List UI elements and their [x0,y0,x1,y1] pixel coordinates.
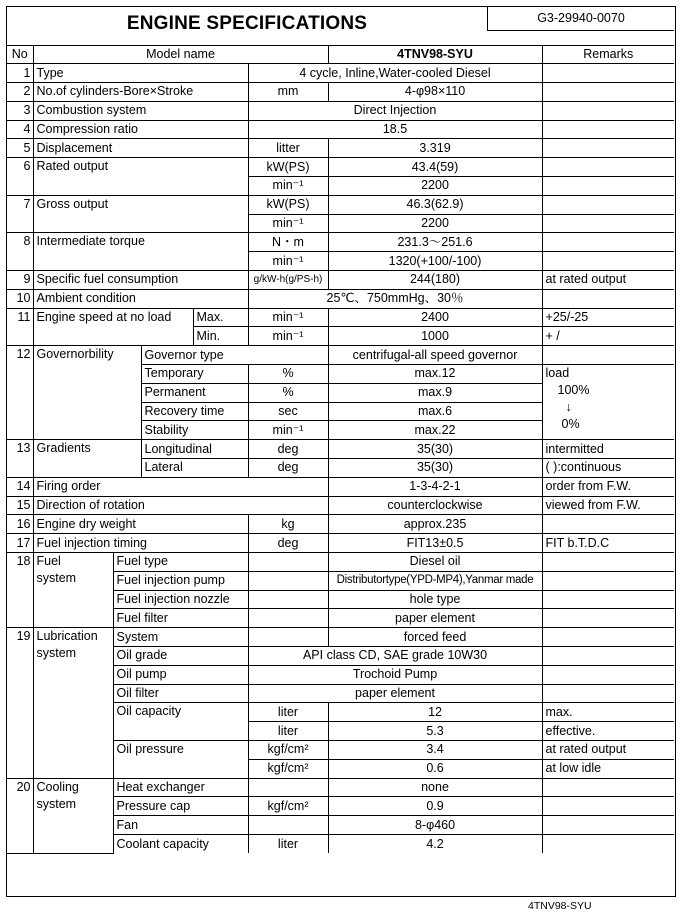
table-row: Oil pump Trochoid Pump [7,665,674,684]
table-row: kgf/cm² 0.6 at low idle [7,759,674,778]
table-row: 1 Type 4 cycle, Inline,Water-cooled Diesel [7,64,674,83]
table-row: 6 Rated output kW(PS) 43.4(59) [7,158,674,177]
table-row: min⁻¹ 1320(+100/-100) [7,252,674,271]
table-row: 16 Engine dry weight kg approx.235 [7,515,674,534]
table-row: 3 Combustion system Direct Injection [7,101,674,120]
table-row: 12 Governorbility Governor type centrifugal-all speed governor [7,346,674,365]
table-row: min⁻¹ 2200 [7,214,674,233]
table-row: 5 Displacement litter 3.319 [7,139,674,158]
title-bar [7,7,674,46]
spec-sheet [6,6,676,897]
header-model-value: 4TNV98-SYU [328,45,542,64]
table-row: 10 Ambient condition 25℃、750mmHg、30％ [7,289,674,308]
table-row: Permanent % max.9 [7,383,674,402]
table-row: Fan 8-φ460 [7,816,674,835]
table-row: 11 Engine speed at no load Max. min⁻¹ 2400 +25/-25 [7,308,674,327]
table-row: 15 Direction of rotation counterclockwise viewed from F.W. [7,496,674,515]
table-row: 4 Compression ratio 18.5 [7,120,674,139]
table-row: 18 Fuel system Fuel type Diesel oil [7,553,674,572]
header-remarks: Remarks [542,45,674,64]
table-row: Stability min⁻¹ max.22 [7,421,674,440]
table-header-row [7,45,674,64]
table-row: 9 Specific fuel consumption g/kW-h(g/PS-h) 244(180) at rated output [7,271,674,290]
header-model-name: Model name [33,45,328,64]
arrow-down-icon: ↓ [565,400,572,415]
table-row: Fuel injection nozzle hole type [7,590,674,609]
table-row: Oil capacity liter 12 max. [7,703,674,722]
table-row: 8 Intermediate torque N・m 231.3～251.6 [7,233,674,252]
spec-table [7,45,674,854]
document-title: ENGINE SPECIFICATIONS [126,13,368,34]
table-row: 20 Cooling system Heat exchanger none [7,778,674,797]
table-row: 19 Lubrication system System forced feed [7,628,674,647]
table-row: Temporary % max.12 load 100% ↓ 0% [7,365,674,384]
table-row: min⁻¹ 2200 [7,177,674,196]
table-row: 2 No.of cylinders-Bore×Stroke mm 4-φ98×110 [7,83,674,102]
table-row: 7 Gross output kW(PS) 46.3(62.9) [7,195,674,214]
table-row: 13 Gradients Longitudinal deg 35(30) intermitted [7,440,674,459]
table-row: Pressure cap kgf/cm² 0.9 [7,797,674,816]
table-row: Min. min⁻¹ 1000 + / [7,327,674,346]
table-row: Coolant capacity liter 4.2 [7,834,674,853]
document-code: G3-29940-0070 [487,7,674,31]
table-row: Lateral deg 35(30) ( ):continuous [7,459,674,478]
table-row: liter 5.3 effective. [7,722,674,741]
table-row: 17 Fuel injection timing deg FIT13±0.5 FIT b.T.D.C [7,534,674,553]
table-row: Oil pressure kgf/cm² 3.4 at rated output [7,740,674,759]
table-row: Fuel injection pump Distributortype(YPD-MP4),Yanmar made [7,571,674,590]
table-row: Oil filter paper element [7,684,674,703]
footer-model-code: 4TNV98-SYU [528,900,592,912]
table-row: Recovery time sec max.6 [7,402,674,421]
table-row: 14 Firing order 1-3-4-2-1 order from F.W. [7,477,674,496]
table-row: Fuel filter paper element [7,609,674,628]
header-no: No [7,45,33,64]
table-row: Oil grade API class CD, SAE grade 10W30 [7,647,674,666]
governor-remark: load 100% ↓ 0% [542,365,674,440]
